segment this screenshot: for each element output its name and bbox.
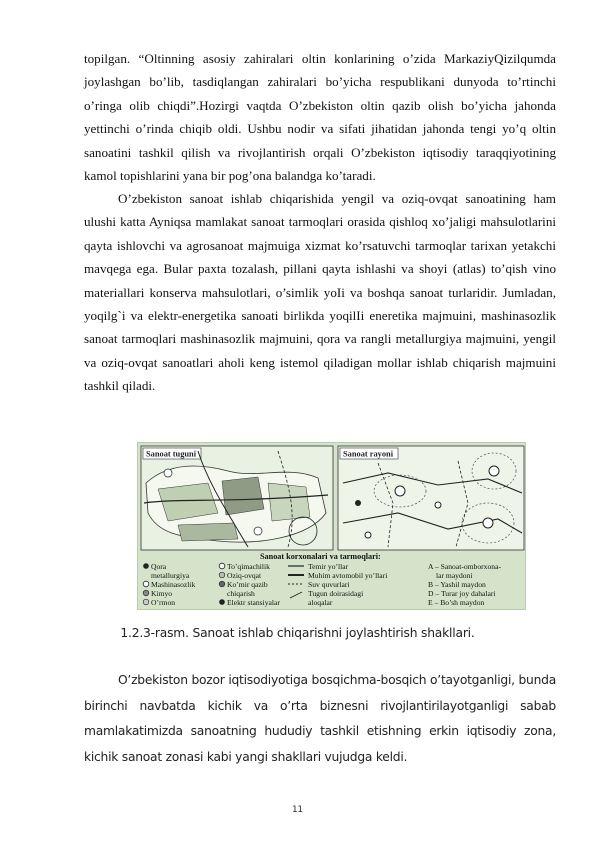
paragraph-market-economy: O’zbekiston bozor iqtisodiyotiga bosqichma-bosqich o’tayotganligi, bunda birinchi navbatda kichik va o’rta biznesni rivojlantirilayotganligi sabab mamlakatimizda sanoatning hududiy tashkil etishning erkin iqtisodiy zona, kichik sanoat zonasi kabi yangi shakllari vujudga keldi. [84,673,556,764]
industry-map-illustration [138,443,527,611]
svg-text:Oziq-ovqat: Oziq-ovqat [227,571,262,580]
svg-text:To’qimachilik: To’qimachilik [227,562,270,571]
svg-text:Mashinasozlik: Mashinasozlik [151,580,196,589]
page-number: 11 [292,805,303,815]
industrial-region-map [338,446,524,550]
svg-text:Qora: Qora [151,562,167,571]
svg-text:Elektr stansiyalar: Elektr stansiyalar [227,598,280,607]
figure-caption: 1.2.3-rasm. Sanoat ishlab chiqarishni joylashtirish shakllari. [120,626,475,640]
paragraph-light-industry: O’zbekiston sanoat ishlab chiqarishida yengil va oziq-ovqat sanoatining ham ulushi katta Ayniqsa mamlakat sanoat tarmoqlari orasida qishloq xo’jaligi mahsulotlarini qayta ishlovchi va agrosanoat majmuiga xizmat ko’rsatuvchi tarmoqlar tarixan yetakchi mavqega ega. Bular paxta tozalash, pillani qayta ishlashi va shoyi (atlas) to’qish vino materiallari konserva mahsulotlari, o’simlik yoIi va boshqa sanoat turlaridir. Jumladan, yoqilg`i va elektr-energetika sanoati birlikda yoqilIi eneretika majmuini, mashinasozlik sanoat tarmoqlari mashinasozlik majmuini, qora va rangli metallurgiya majmuini, yengil va oziq-ovqat sanoatlari aholi keng istemol qiladigan mollar ishlab chiqarish majmuini tashkil qiladi. [84,191,556,394]
industrial-node-map [141,446,333,550]
svg-text:B – Yashil maydon: B – Yashil maydon [428,580,486,589]
svg-text:D – Turar joy dahalari: D – Turar joy dahalari [428,589,496,598]
svg-text:lar maydoni: lar maydoni [436,571,473,580]
panel-left-title: Sanoat tuguni [146,449,197,459]
industry-placement-figure [137,442,526,610]
paragraph-gold-industry: topilgan. “Oltinning asosiy zahiralari oltin konlarining o’zida MarkaziyQizilqumda joylashgan bo’lib, tasdiqlangan zahiralari bo’yicha respublikani dunyoda to’rtinchi o’ringa olib chiqdi”.Hozirgi vaqtda O’zbekiston oltin qazib olish bo’yicha jahonda yettinchi o’rinda chiqib oldi. Ushbu nodir va sifati jihatidan jahonda tengi yo’q oltin sanoatini tashkil qilish va rivojlantirish orqali O’zbekiston iqtisodiy taraqqiyotining kamol topishlarini yana bir pog’ona balandga ko’taradi. [84,51,556,184]
svg-text:Muhim avtomobil yo’llari: Muhim avtomobil yo’llari [308,571,388,580]
svg-text:A – Sanoat-omborxona-: A – Sanoat-omborxona- [428,562,501,571]
panel-right-title: Sanoat rayoni [343,449,394,459]
svg-text:E – Bo’sh maydon: E – Bo’sh maydon [428,598,485,607]
svg-text:O’rmon: O’rmon [151,598,176,607]
svg-text:chiqarish: chiqarish [227,589,255,598]
svg-text:metallurgiya: metallurgiya [151,571,190,580]
svg-text:aloqalar: aloqalar [308,598,333,607]
svg-text:Suv quvurlari: Suv quvurlari [308,580,350,589]
svg-text:Ko’mir qazib: Ko’mir qazib [227,580,268,589]
legend-title: Sanoat korxonalari va tarmoqlari: [260,552,381,561]
figure-legend [143,552,501,607]
svg-text:Kimyo: Kimyo [151,589,173,598]
svg-text:Tugun doirasidagi: Tugun doirasidagi [308,589,364,598]
svg-text:Temir yo’llar: Temir yo’llar [308,562,349,571]
